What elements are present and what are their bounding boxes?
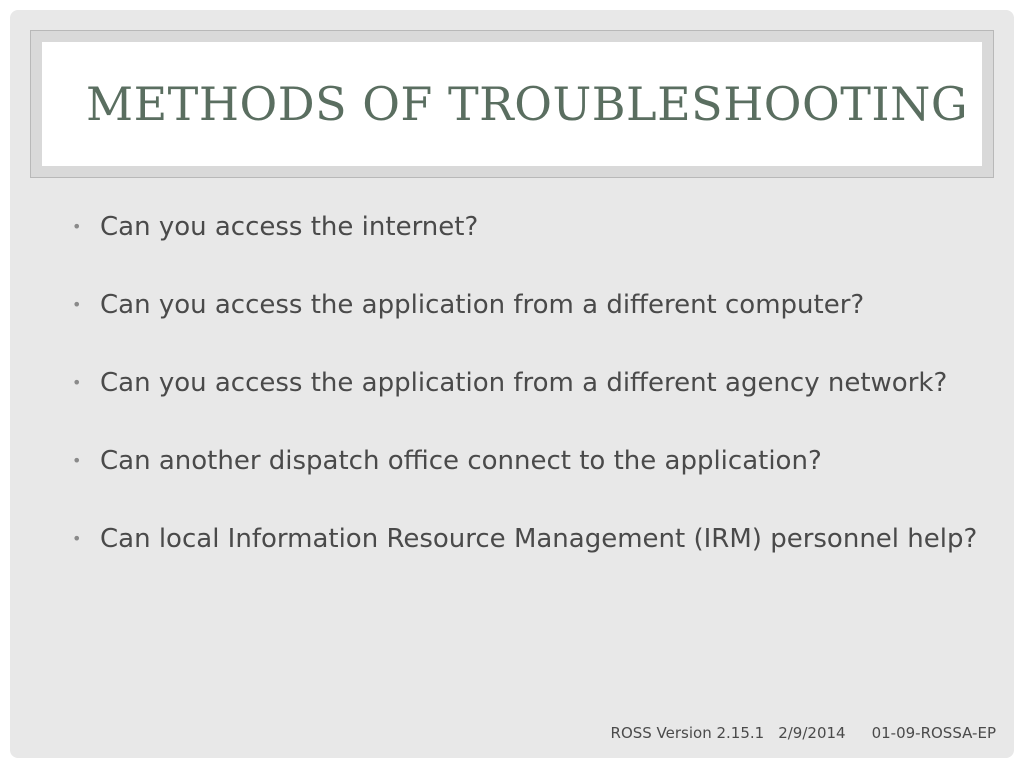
bullet-icon: • — [72, 217, 82, 236]
footer-code: 01-09-ROSSA-EP — [871, 724, 996, 742]
bullet-item — [72, 522, 982, 556]
title-box — [42, 42, 982, 166]
footer-version: ROSS Version 2.15.1 — [610, 724, 765, 742]
bullet-item — [72, 288, 982, 322]
title-frame — [30, 30, 994, 178]
bullet-text: Can another dispatch office connect to the application? — [100, 446, 822, 476]
bullet-icon: • — [72, 295, 82, 314]
bullet-item — [72, 444, 982, 478]
footer-date: 2/9/2014 — [778, 724, 846, 742]
slide-footer — [611, 724, 996, 742]
slide-title: METHODS OF TROUBLESHOOTING — [86, 77, 969, 131]
bullet-icon: • — [72, 529, 82, 548]
bullet-item — [72, 366, 982, 400]
bullet-icon: • — [72, 373, 82, 392]
bullet-list — [72, 210, 982, 600]
bullet-text: Can you access the application from a different agency network? — [100, 368, 948, 398]
bullet-icon: • — [72, 451, 82, 470]
bullet-text: Can you access the internet? — [100, 212, 479, 242]
bullet-text: Can local Information Resource Management (IRM) personnel help? — [100, 524, 978, 554]
bullet-text: Can you access the application from a different computer? — [100, 290, 865, 320]
bullet-item — [72, 210, 982, 244]
slide — [10, 10, 1014, 758]
